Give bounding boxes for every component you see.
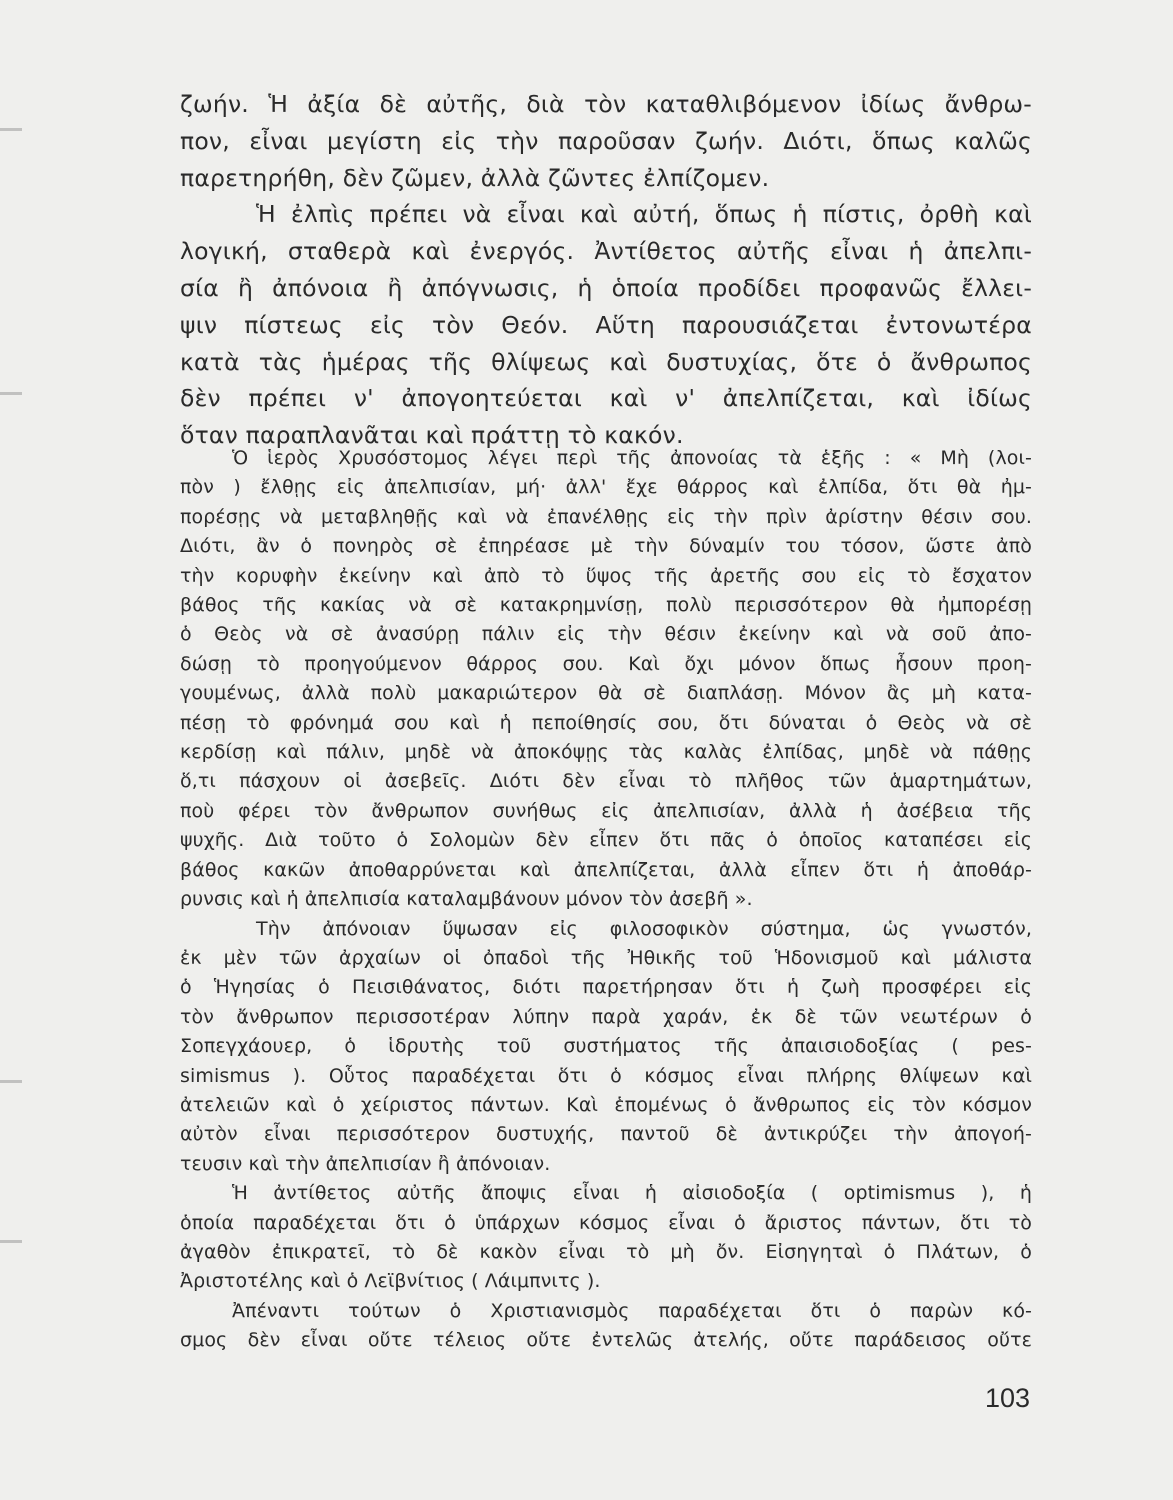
paragraph [180, 915, 1032, 1180]
paragraph [180, 1179, 1032, 1297]
text-line: ὁ Θεὸς νὰ σὲ ἀνασύρῃ πάλιν εἰς τὴν θέσιν ἐκείνην καὶ νὰ σοῦ ἀπο- [180, 623, 1032, 646]
text-line: Σοπεγχάουερ, ὁ ἱδρυτὴς τοῦ συστήματος τῆς ἀπαισιοδοξίας ( pes- [180, 1035, 1032, 1058]
body-text-small [180, 444, 1032, 1356]
text-line: σία ἢ ἀπόνοια ἢ ἀπόγνωσις, ἡ ὁποία προδίδει προφανῶς ἔλλει- [180, 273, 1032, 302]
text-line: ψιν πίστεως εἰς τὸν Θεόν. Αὕτη παρουσιάζεται ἐντονωτέρα [180, 310, 1032, 339]
page-number: 103 [984, 1383, 1030, 1413]
text-line: ὅταν παραπλανᾶται καὶ πράττῃ τὸ κακόν. [180, 421, 684, 450]
text-line: ζωήν. Ἡ ἀξία δὲ αὐτῆς, διὰ τὸν καταθλιβόμενον ἰδίως ἄνθρω- [180, 90, 1032, 118]
paragraph [180, 196, 1032, 454]
text-line: δὲν πρέπει ν' ἀπογοητεύεται καὶ ν' ἀπελπίζεται, καὶ ἰδίως [180, 384, 1032, 413]
text-line: Ἡ ἀντίθετος αὐτῆς ἄποψις εἶναι ἡ αἰσιοδοξία ( optimismus ), ἡ [232, 1182, 1032, 1205]
margin-mark [0, 1240, 22, 1243]
paragraph [180, 86, 1032, 196]
text-line: ὁποία παραδέχεται ὅτι ὁ ὑπάρχων κόσμος εἶναι ὁ ἄριστος πάντων, ὅτι τὸ [180, 1211, 1032, 1234]
text-line: βάθος κακῶν ἀποθαρρύνεται καὶ ἀπελπίζεται, ἀλλὰ εἶπεν ὅτι ἡ ἀποθάρ- [180, 858, 1032, 881]
text-line: γουμένως, ἀλλὰ πολὺ μακαριώτερον θὰ σὲ διαπλάσῃ. Μόνον ἂς μὴ κατα- [180, 682, 1032, 705]
text-line: Ἀριστοτέλης καὶ ὁ Λεϊβνίτιος ( Λάιμπνιτς ). [180, 1270, 601, 1293]
text-line: πορέσῃς νὰ μεταβληθῇς καὶ νὰ ἐπανέλθῃς εἰς τὴν πρὶν ἀρίστην θέσιν σου. [180, 505, 1032, 528]
text-line: ἀτελειῶν καὶ ὁ χείριστος πάντων. Καὶ ἑπομένως ὁ ἄνθρωπος εἰς τὸν κόσμον [180, 1093, 1032, 1116]
text-line: Ὁ ἱερὸς Χρυσόστομος λέγει περὶ τῆς ἀπονοίας τὰ ἑξῆς : « Μὴ (λοι- [232, 447, 1032, 469]
margin-mark [0, 392, 22, 395]
text-line: πέσῃ τὸ φρόνημά σου καὶ ἡ πεποίθησίς σου, ὅτι δύναται ὁ Θεὸς νὰ σὲ [180, 711, 1032, 734]
text-line: πὸν ) ἔλθῃς εἰς ἀπελπισίαν, μή· ἀλλ' ἔχε θάρρος καὶ ἐλπίδα, ὅτι θὰ ἠμ- [180, 476, 1032, 499]
text-line: ἀγαθὸν ἐπικρατεῖ, τὸ δὲ κακὸν εἶναι τὸ μὴ ὄν. Εἰσηγηταὶ ὁ Πλάτων, ὁ [180, 1240, 1032, 1263]
text-line: ὁ Ἡγησίας ὁ Πεισιθάνατος, διότι παρετήρησαν ὅτι ἡ ζωὴ προσφέρει εἰς [180, 976, 1032, 999]
text-line: κατὰ τὰς ἡμέρας τῆς θλίψεως καὶ δυστυχίας, ὅτε ὁ ἄνθρωπος [180, 347, 1032, 376]
text-line: παρετηρήθη, δὲν ζῶμεν, ἀλλὰ ζῶντες ἐλπίζομεν. [180, 163, 770, 192]
text-line: Ἡ ἐλπὶς πρέπει νὰ εἶναι καὶ αὐτή, ὅπως ἡ πίστις, ὀρθὴ καὶ [256, 200, 1032, 229]
text-line: Ἀπέναντι τούτων ὁ Χριστιανισμὸς παραδέχεται ὅτι ὁ παρὼν κό- [232, 1299, 1032, 1322]
text-line: ψυχῆς. Διὰ τοῦτο ὁ Σολομὼν δὲν εἶπεν ὅτι πᾶς ὁ ὁποῖος καταπέσει εἰς [180, 829, 1032, 852]
text-line: τευσιν καὶ τὴν ἀπελπισίαν ἢ ἀπόνοιαν. [180, 1152, 551, 1175]
body-text-large [180, 86, 1032, 454]
text-line: βάθος τῆς κακίας νὰ σὲ κατακρημνίσῃ, πολὺ περισσότερον θὰ ἠμπορέσῃ [180, 594, 1032, 617]
paragraph [180, 1297, 1032, 1356]
text-line: ὅ,τι πάσχουν οἱ ἀσεβεῖς. Διότι δὲν εἶναι τὸ πλῆθος τῶν ἁμαρτημάτων, [180, 770, 1032, 793]
text-line: simismus ). Οὗτος παραδέχεται ὅτι ὁ κόσμος εἶναι πλήρης θλίψεων καὶ [180, 1064, 1032, 1087]
text-line: λογική, σταθερὰ καὶ ἐνεργός. Ἀντίθετος αὐτῆς εἶναι ἡ ἀπελπι- [180, 237, 1032, 266]
text-line: αὐτὸν εἶναι περισσότερον δυστυχής, παντοῦ δὲ ἀντικρύζει τὴν ἀπογοή- [180, 1123, 1032, 1146]
text-line: τὸν ἄνθρωπον περισσοτέραν λύπην παρὰ χαράν, ἐκ δὲ τῶν νεωτέρων ὁ [180, 1005, 1032, 1028]
text-line: Τὴν ἀπόνοιαν ὕψωσαν εἰς φιλοσοφικὸν σύστημα, ὡς γνωστόν, [256, 917, 1032, 940]
text-line: ποὺ φέρει τὸν ἄνθρωπον συνήθως εἰς ἀπελπισίαν, ἀλλὰ ἡ ἀσέβεια τῆς [180, 799, 1032, 822]
text-line: ρυνσις καὶ ἡ ἀπελπισία καταλαμβάνουν μόνον τὸν ἀσεβῆ ». [180, 888, 753, 911]
text-line: κερδίσῃ καὶ πάλιν, μηδὲ νὰ ἀποκόψῃς τὰς καλὰς ἐλπίδας, μηδὲ νὰ πάθῃς [180, 741, 1032, 764]
text-line: Διότι, ἂν ὁ πονηρὸς σὲ ἐπηρέασε μὲ τὴν δύναμίν του τόσον, ὥστε ἀπὸ [180, 535, 1032, 558]
text-line: τὴν κορυφὴν ἐκείνην καὶ ἀπὸ τὸ ὕψος τῆς ἀρετῆς σου εἰς τὸ ἔσχατον [180, 564, 1032, 587]
text-line: σμος δὲν εἶναι οὔτε τέλειος οὔτε ἐντελῶς ἀτελής, οὔτε παράδεισος οὔτε [180, 1329, 1032, 1352]
margin-mark [0, 128, 22, 131]
text-line: πον, εἶναι μεγίστη εἰς τὴν παροῦσαν ζωήν. Διότι, ὅπως καλῶς [180, 126, 1032, 155]
margin-mark [0, 1080, 22, 1083]
paragraph [180, 444, 1032, 915]
text-line: δώσῃ τὸ προηγούμενον θάρρος σου. Καὶ ὄχι μόνον ὅπως ἦσουν προη- [180, 652, 1032, 675]
text-line: ἐκ μὲν τῶν ἀρχαίων οἱ ὀπαδοὶ τῆς Ἠθικῆς τοῦ Ἡδονισμοῦ καὶ μάλιστα [180, 946, 1032, 969]
